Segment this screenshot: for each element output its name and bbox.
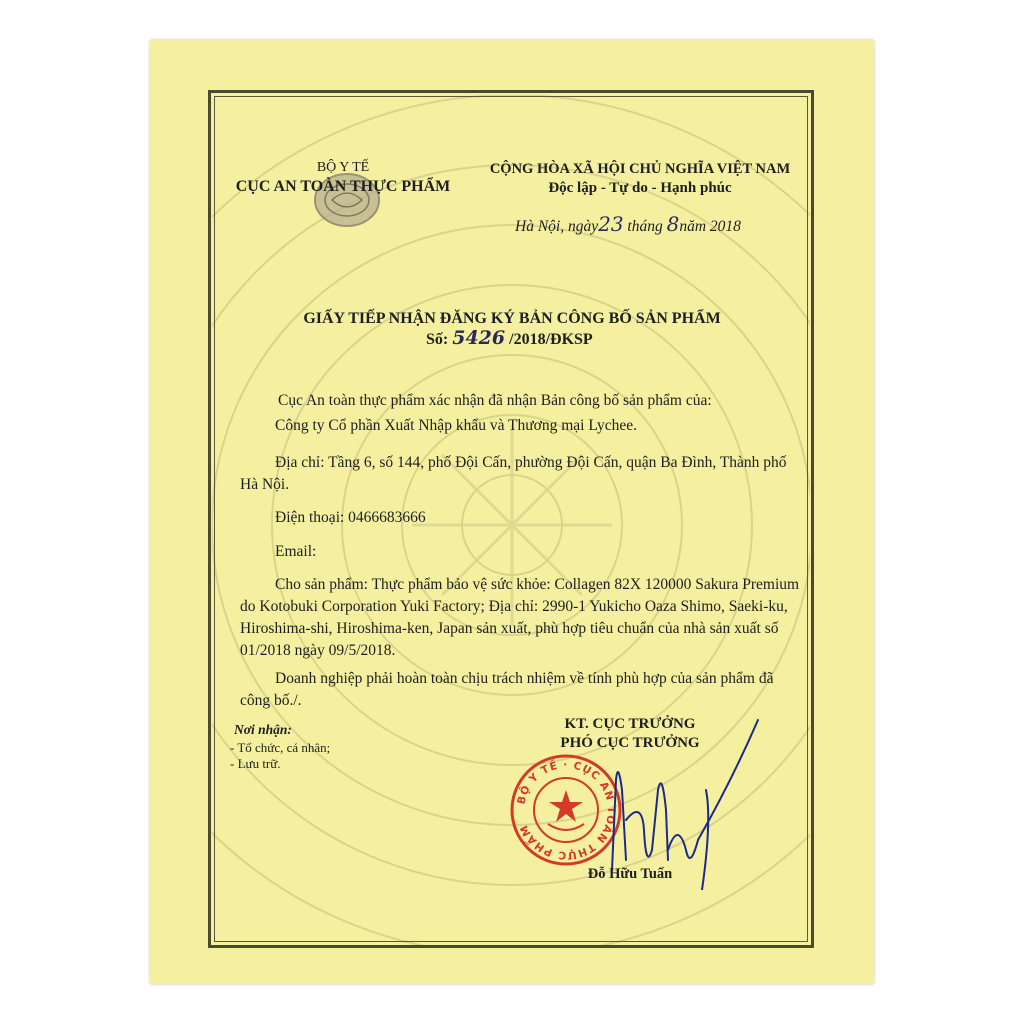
date-year: năm 2018 — [679, 218, 741, 235]
date-month: 8 — [666, 212, 680, 236]
document-title: GIẤY TIẾP NHẬN ĐĂNG KÝ BẢN CÔNG BỐ SẢN PHẨM — [303, 310, 721, 327]
product-description: Cho sản phẩm: Thực phẩm bảo vệ sức khỏe: Collagen 82X 120000 Sakura Premium do Kotobuki Corporation Yuki Factory; Địa chỉ: 2990-1 Yukicho Oaza Shimo, Saeki-ku, Hiroshima-shi, Hiroshima-ken, Japan sản xuất, phù hợp tiêu chuẩn của nhà sản xuất số 01/2018 ngày 09/5/2018. — [240, 576, 800, 659]
recipients-label: Nơi nhận: — [234, 722, 292, 737]
date-month-label: tháng — [627, 218, 663, 235]
certificate-paper — [150, 40, 874, 984]
number-suffix: /2018/ĐKSP — [509, 331, 593, 348]
issue-date — [515, 212, 741, 236]
signer-role: PHÓ CỤC TRƯỞNG — [560, 735, 700, 751]
document-number — [426, 327, 593, 349]
recipient-item: - Tổ chức, cá nhân; — [230, 740, 331, 755]
handwritten-signature — [582, 700, 762, 890]
date-day: 23 — [598, 212, 624, 236]
body-intro: Cục An toàn thực phẩm xác nhận đã nhận Bản công bố sản phẩm của: — [278, 392, 712, 409]
department-name: CỤC AN TOÀN THỰC PHẨM — [235, 178, 451, 195]
ministry-name: BỘ Y TẾ — [316, 160, 370, 175]
svg-text:BỘ Y TẾ · CỤC AN TOÀN THỰC PHẨ: BỘ Y TẾ · CỤC AN TOÀN THỰC PHẨM — [515, 758, 618, 862]
company-name: Công ty Cổ phần Xuất Nhập khẩu và Thương mại Lychee. — [275, 417, 637, 434]
signer-name: Đỗ Hữu Tuấn — [587, 866, 673, 882]
responsibility-statement: Doanh nghiệp phải hoàn toàn chịu trách nhiệm về tính phù hợp của sản phẩm đã công bố./. — [240, 670, 774, 709]
motto: Độc lập - Tự do - Hạnh phúc — [548, 180, 732, 196]
recipient-item: - Lưu trữ. — [230, 756, 281, 771]
signer-title: KT. CỤC TRƯỞNG — [564, 716, 696, 732]
date-prefix: Hà Nội, ngày — [515, 218, 599, 235]
number-handwritten: 5426 — [452, 327, 506, 349]
company-email: Email: — [275, 543, 317, 560]
country-name: CỘNG HÒA XÃ HỘI CHỦ NGHĨA VIỆT NAM — [489, 161, 791, 177]
number-prefix: Số: — [426, 331, 449, 348]
company-phone: Điện thoại: 0466683666 — [275, 509, 426, 526]
company-address: Địa chỉ: Tầng 6, số 144, phố Đội Cấn, phường Đội Cấn, quận Ba Đình, Thành phố Hà Nội. — [240, 454, 787, 493]
